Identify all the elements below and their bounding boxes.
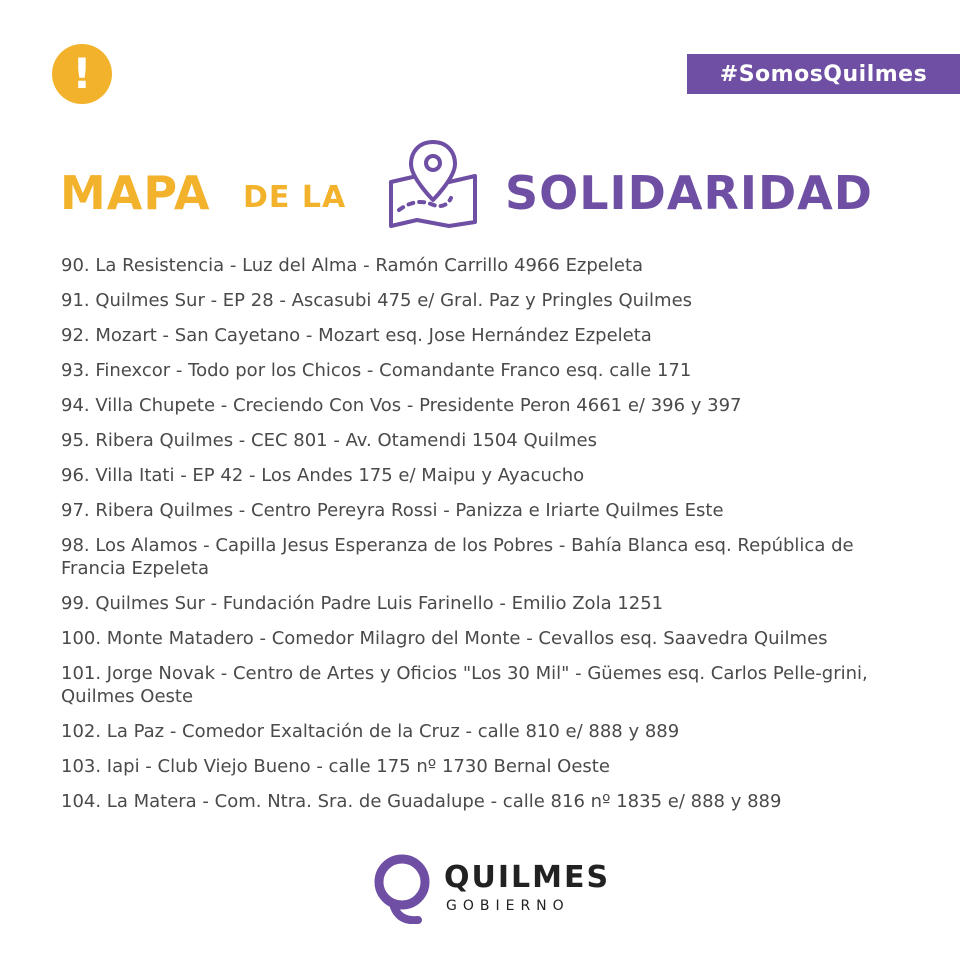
list-item: 93. Finexcor - Todo por los Chicos - Comandante Franco esq. calle 171 — [61, 360, 692, 381]
logo-name: QUILMES — [444, 860, 611, 895]
list-item: 98. Los Alamos - Capilla Jesus Esperanza de los Pobres - Bahía Blanca esq. República de Francia Ezpeleta — [61, 535, 854, 579]
list-item: 96. Villa Itati - EP 42 - Los Andes 175 e/ Maipu y Ayacucho — [61, 465, 585, 486]
location-list — [61, 254, 921, 825]
list-item: 104. La Matera - Com. Ntra. Sra. de Guadalupe - calle 816 nº 1835 e/ 888 y 889 — [61, 791, 782, 812]
list-item: 91. Quilmes Sur - EP 28 - Ascasubi 475 e/ Gral. Paz y Pringles Quilmes — [61, 290, 693, 311]
list-item: 95. Ribera Quilmes - CEC 801 - Av. Otamendi 1504 Quilmes — [61, 430, 598, 451]
title-de-la: DE LA — [243, 180, 347, 215]
list-item: 92. Mozart - San Cayetano - Mozart esq. Jose Hernández Ezpeleta — [61, 325, 652, 346]
map-pin-icon — [385, 138, 481, 228]
quilmes-logo — [372, 852, 611, 932]
list-item: 90. La Resistencia - Luz del Alma - Ramón Carrillo 4966 Ezpeleta — [61, 255, 644, 276]
list-item: 99. Quilmes Sur - Fundación Padre Luis Farinello - Emilio Zola 1251 — [61, 593, 664, 614]
list-item: 97. Ribera Quilmes - Centro Pereyra Rossi - Panizza e Iriarte Quilmes Este — [61, 500, 724, 521]
list-item: 94. Villa Chupete - Creciendo Con Vos - Presidente Peron 4661 e/ 396 y 397 — [61, 395, 742, 416]
list-item: 100. Monte Matadero - Comedor Milagro del Monte - Cevallos esq. Saavedra Quilmes — [61, 628, 828, 649]
list-item: 103. Iapi - Club Viejo Bueno - calle 175 nº 1730 Bernal Oeste — [61, 756, 610, 777]
logo-subtitle: GOBIERNO — [446, 898, 570, 914]
page-title — [60, 138, 920, 238]
list-item: 101. Jorge Novak - Centro de Artes y Oficios "Los 30 Mil" - Güemes esq. Carlos Pelle-grini, Quilmes Oeste — [61, 663, 868, 707]
title-mapa: MAPA — [60, 166, 211, 220]
alert-icon: ! — [52, 44, 112, 104]
title-solidaridad: SOLIDARIDAD — [505, 166, 873, 220]
list-item: 102. La Paz - Comedor Exaltación de la Cruz - calle 810 e/ 888 y 889 — [61, 721, 680, 742]
hashtag-banner: #SomosQuilmes — [687, 54, 960, 94]
q-logo-icon — [372, 852, 434, 924]
